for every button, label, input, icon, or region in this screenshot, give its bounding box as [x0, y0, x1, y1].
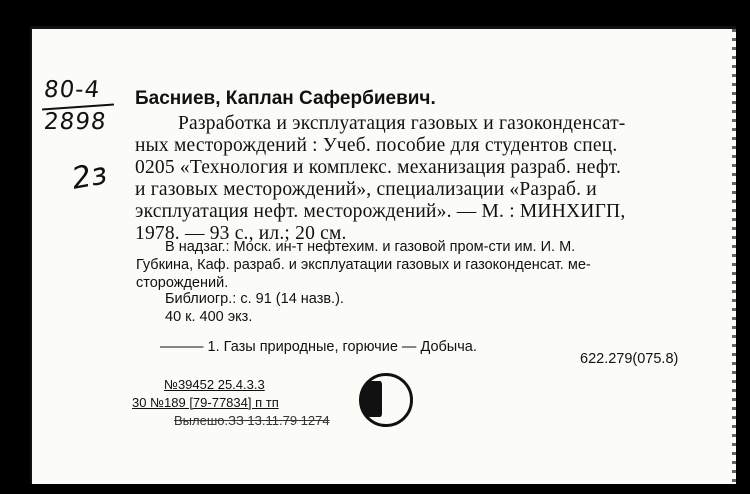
note-line: В надзаг.: Моск. ин-т нефтехим. и газовой пром-сти им. И. М. — [165, 239, 576, 255]
record-line: 30 №189 [79-77834] п тп — [132, 395, 279, 410]
classification-code: 622.279(075.8) — [580, 351, 679, 367]
record-line: №39452 25.4.3.3 — [164, 377, 265, 392]
record-line: Вылешо.ЗЗ 13.11.79 1274 — [174, 413, 330, 428]
author-heading: Басниев, Каплан Сафербиевич. — [135, 88, 436, 109]
call-number-bottom: 2898 — [42, 109, 108, 135]
handwritten-note: 2з — [69, 156, 110, 197]
call-number-top: 80-4 — [42, 77, 102, 103]
title-line: 0205 «Технология и комплекс. механизация разраб. нефт. — [135, 157, 622, 178]
title-line: ных месторождений : Учеб. пособие для студентов спец. — [135, 135, 618, 156]
title-line: и газовых месторождений», специализации «Разраб. и — [135, 179, 597, 200]
bibliography-note: Библиогр.: с. 91 (14 назв.). — [165, 291, 344, 307]
title-line: Разработка и эксплуатация газовых и газоконденсат- — [178, 113, 626, 134]
catalog-card — [30, 26, 736, 484]
price-print-run: 40 к. 400 экз. — [165, 309, 253, 325]
subject-heading: ——— 1. Газы природные, горючие — Добыча. — [160, 339, 477, 355]
title-line: 1978. — 93 с., ил.; 20 см. — [135, 223, 347, 244]
note-line: сторождений. — [136, 275, 229, 291]
note-line: Губкина, Каф. разраб. и эксплуатации газовых и газоконденсат. ме- — [136, 257, 591, 273]
title-line: эксплуатация нефт. месторождений». — М. : МИНХИГП, — [135, 201, 626, 222]
stamp-ink-blot — [362, 381, 382, 417]
